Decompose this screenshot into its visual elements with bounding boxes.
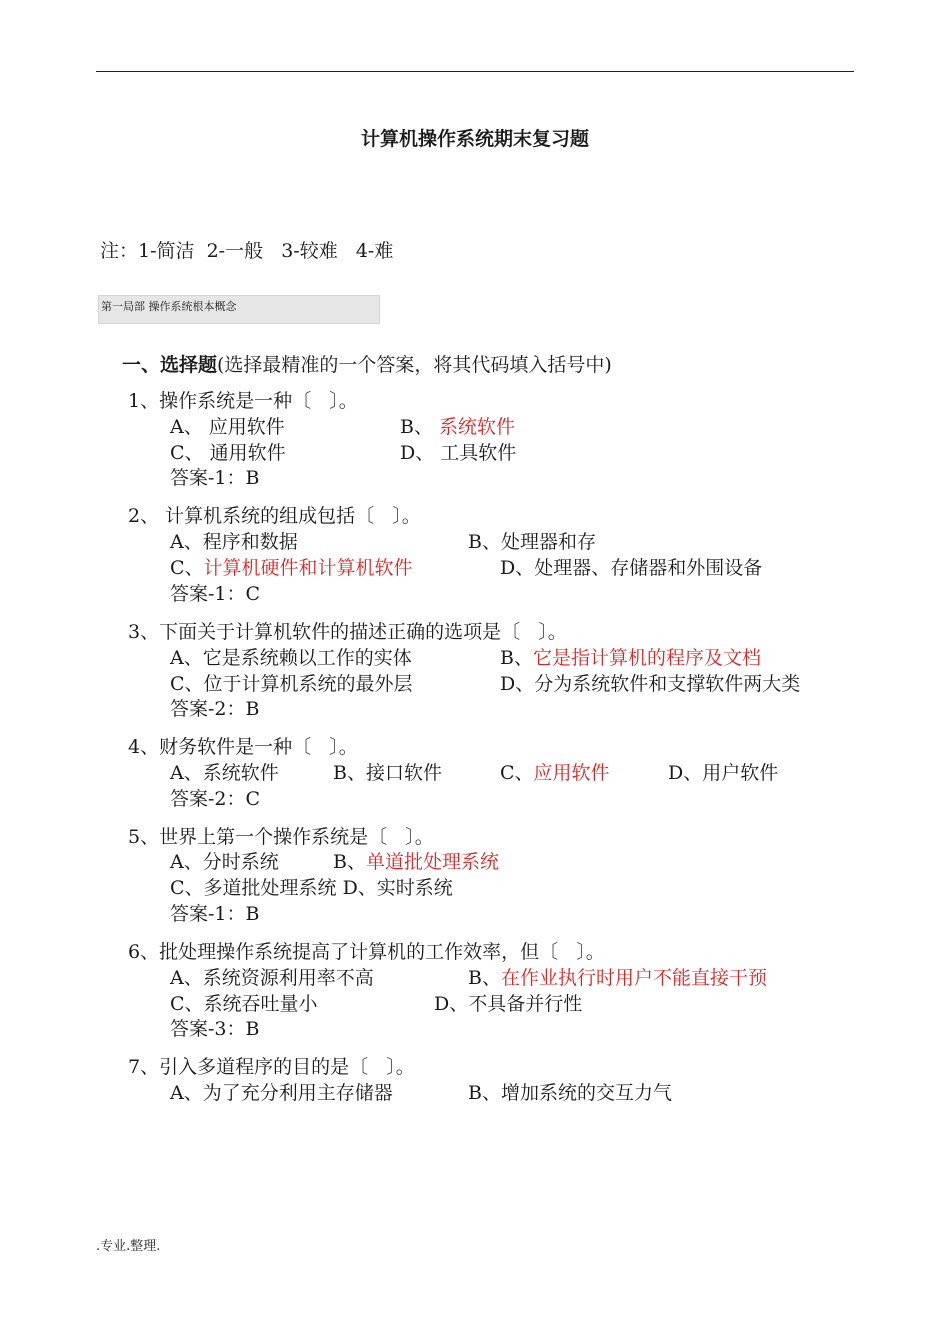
question-6: 6、批处理操作系统提高了计算机的工作效率，但〔 〕。	[128, 941, 605, 963]
q3-option-b: B、它是指计算机的程序及文档	[500, 647, 761, 669]
part-heading-label: 第一局部 操作系统根本概念	[101, 300, 237, 313]
q6-option-a: A、系统资源利用率不高	[170, 967, 374, 989]
q6-option-b: B、在作业执行时用户不能直接干预	[468, 967, 767, 989]
q1-option-a: A、 应用软件	[170, 416, 285, 438]
q6-option-d: D、不具备并行性	[434, 993, 583, 1015]
q5-correct-option: 单道批处理系统	[365, 851, 499, 873]
q6-answer: 答案-3：B	[170, 1018, 260, 1040]
section-instruction: (选择最精准的一个答案，将其代码填入括号中)	[217, 354, 612, 376]
q3-option-c: C、位于计算机系统的最外层	[170, 673, 413, 695]
q5-answer: 答案-1：B	[170, 903, 260, 925]
q2-option-a: A、程序和数据	[170, 531, 298, 553]
q5-options-cd: C、多道批处理系统 D、实时系统	[170, 877, 453, 899]
q7-option-a: A、为了充分利用主存储器	[170, 1082, 393, 1104]
q4-option-a: A、系统软件	[170, 762, 279, 784]
question-2: 2、 计算机系统的组成包括〔 〕。	[128, 505, 421, 527]
page-title: 计算机操作系统期末复习题	[360, 128, 589, 150]
q5-option-b: B、单道批处理系统	[333, 851, 499, 873]
q1-option-d: D、 工具软件	[400, 442, 517, 464]
q4-option-b: B、接口软件	[333, 762, 442, 784]
page-footer: .专业.整理.	[96, 1239, 161, 1254]
q4-answer: 答案-2：C	[170, 788, 261, 810]
q1-option-c: C、 通用软件	[170, 442, 286, 464]
q3-answer: 答案-2：B	[170, 698, 260, 720]
question-3: 3、下面关于计算机软件的描述正确的选项是〔 〕。	[128, 621, 567, 643]
difficulty-note: 注：1-简洁 2-一般 3-较难 4-难	[100, 240, 394, 262]
section-heading	[122, 350, 612, 377]
question-1: 1、操作系统是一种〔 〕。	[128, 390, 358, 412]
q4-option-d: D、用户软件	[668, 762, 779, 784]
q5-option-a: A、分时系统	[170, 851, 279, 873]
question-4: 4、财务软件是一种〔 〕。	[128, 736, 358, 758]
q6-option-c: C、系统吞吐量小	[170, 993, 318, 1015]
q1-answer: 答案-1：B	[170, 467, 260, 489]
q2-answer: 答案-1：C	[170, 583, 261, 605]
q2-option-b: B、处理器和存	[468, 531, 596, 553]
q7-option-b: B、增加系统的交互力气	[468, 1082, 672, 1104]
q4-correct-option: 应用软件	[533, 762, 610, 784]
q2-correct-option: 计算机硬件和计算机软件	[203, 557, 413, 579]
question-5: 5、世界上第一个操作系统是〔 〕。	[128, 826, 434, 848]
q1-correct-option: 系统软件	[439, 416, 516, 438]
q3-option-a: A、它是系统赖以工作的实体	[170, 647, 412, 669]
header-rule	[96, 71, 854, 72]
q3-correct-option: 它是指计算机的程序及文档	[532, 647, 761, 669]
q2-option-d: D、处理器、存储器和外围设备	[500, 557, 763, 579]
q1-option-b: B、 系统软件	[400, 416, 516, 438]
q6-correct-option: 在作业执行时用户不能直接干预	[500, 967, 767, 989]
question-7: 7、引入多道程序的目的是〔 〕。	[128, 1056, 415, 1078]
part-heading-box	[98, 295, 380, 324]
q2-option-c: C、计算机硬件和计算机软件	[170, 557, 413, 579]
q3-option-d: D、分为系统软件和支撑软件两大类	[500, 673, 801, 695]
q4-option-c: C、应用软件	[500, 762, 610, 784]
section-title: 一、选择题	[122, 354, 218, 376]
